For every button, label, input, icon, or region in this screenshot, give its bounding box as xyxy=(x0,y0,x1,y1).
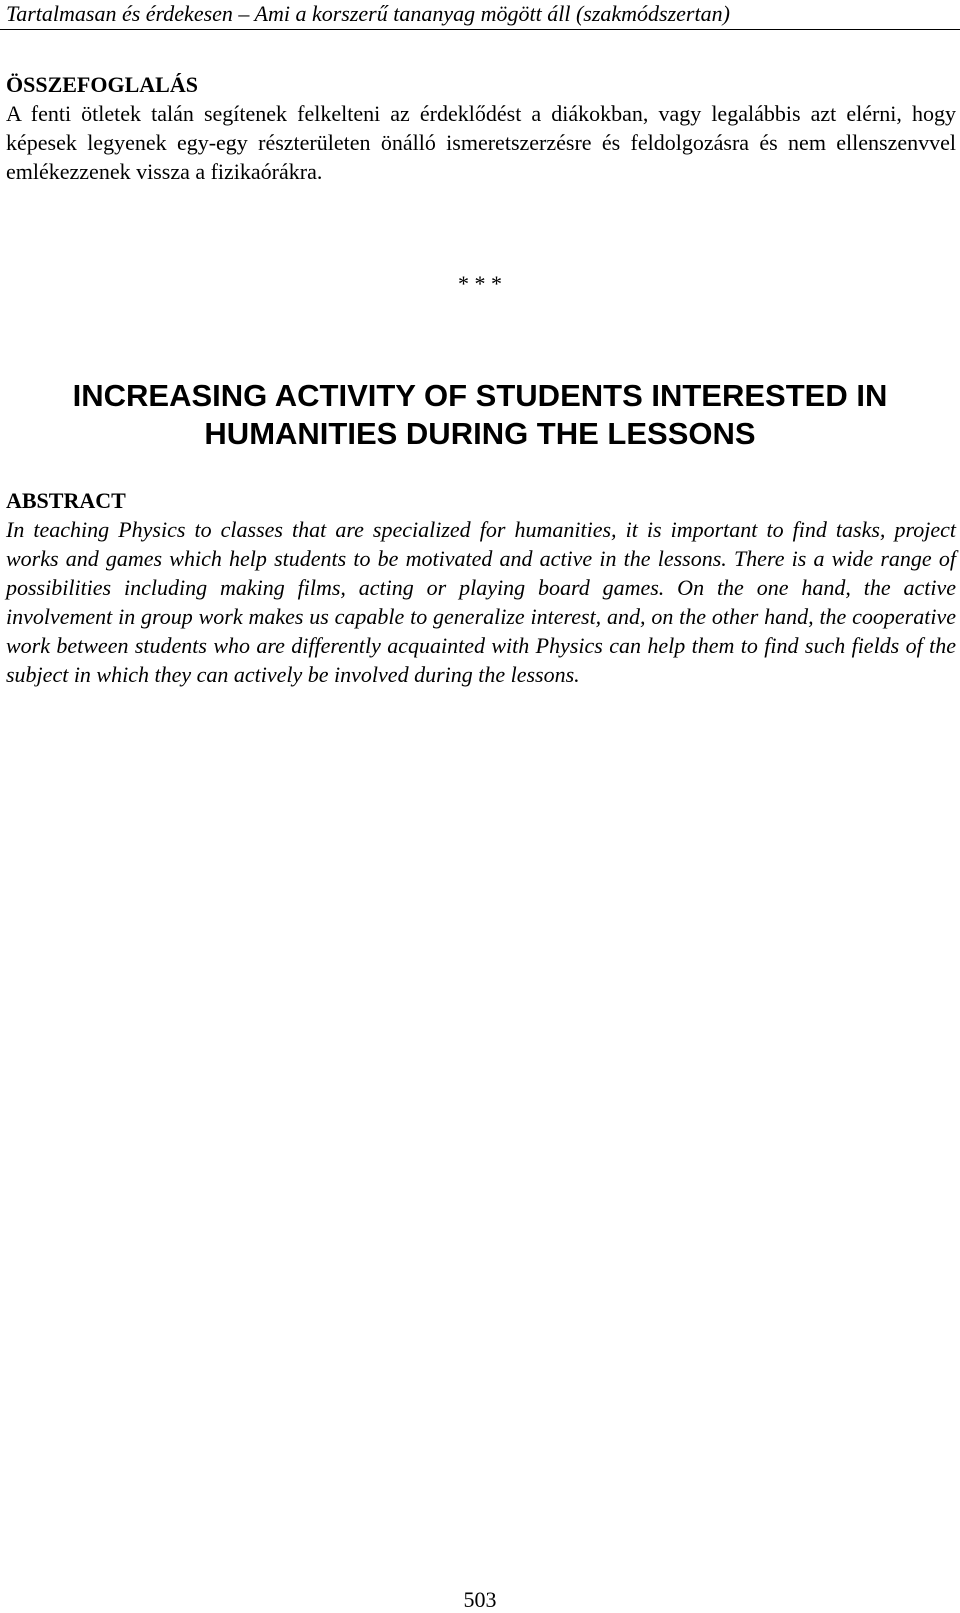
header-divider xyxy=(0,29,960,30)
abstract-heading: ABSTRACT xyxy=(6,488,126,513)
summary-paragraph: A fenti ötletek talán segítenek felkelteni az érdeklődést a diákokban, vagy legalábbis azt elérni, hogy képesek legyenek egy-egy részterületen önálló ismeretszerzésre és feldolgozásra és nem ellenszenvvel emlékezzenek vissza a fizikaórákra. xyxy=(6,101,956,184)
english-title-line-1: INCREASING ACTIVITY OF STUDENTS INTERESTED IN xyxy=(72,378,888,413)
abstract-paragraph: In teaching Physics to classes that are specialized for humanities, it is important to find tasks, project works and games which help students to be motivated and active in the lessons. There is a wide range of possibilities including making films, acting or playing board games. On the one hand, the active involvement in group work makes us capable to generalize interest, and, on the other hand, the cooperative work between students who are differently acquainted with Physics can help them to find such fields of the subject in which they can actively be involved during the lessons. xyxy=(6,517,956,687)
page-number: 503 xyxy=(463,1587,497,1612)
running-header: Tartalmasan és érdekesen – Ami a korszerű tananyag mögött áll (szakmódszertan) xyxy=(6,1,730,26)
section-separator: * * * xyxy=(458,271,502,296)
summary-heading: ÖSSZEFOGLALÁS xyxy=(6,72,198,97)
english-title-line-2: HUMANITIES DURING THE LESSONS xyxy=(204,416,756,451)
english-title xyxy=(0,377,960,453)
